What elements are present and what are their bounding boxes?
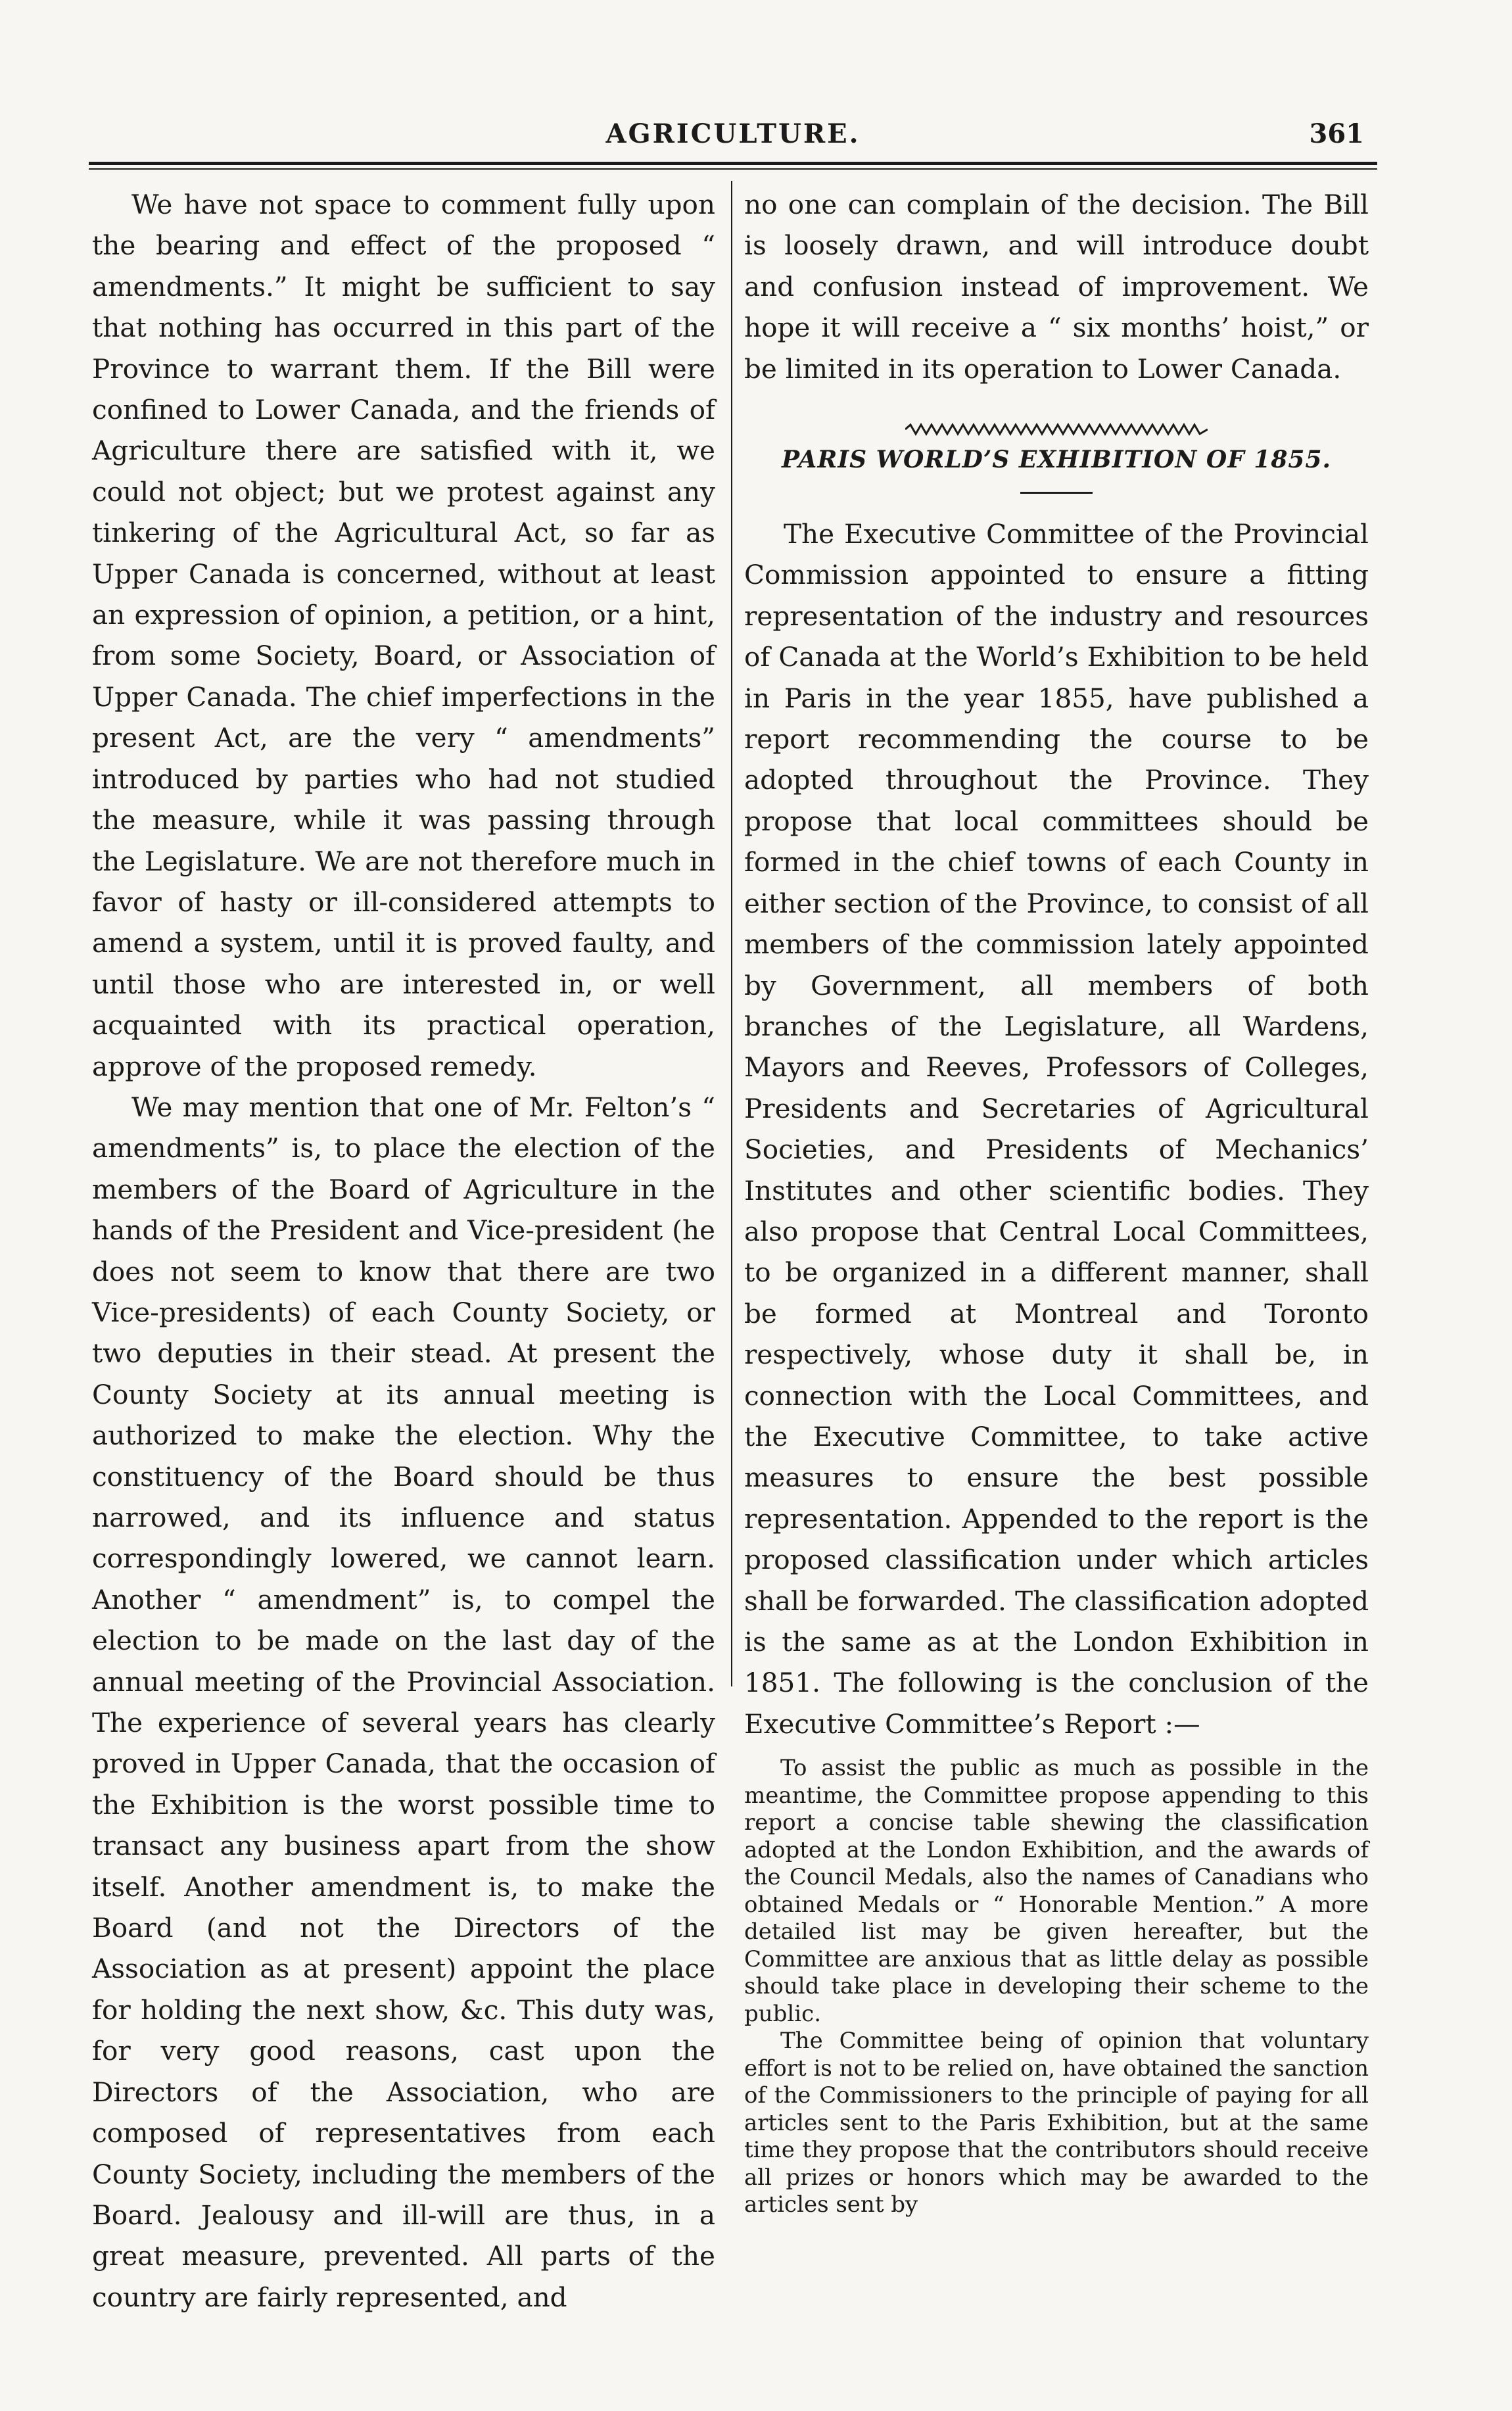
running-header (89, 118, 1377, 158)
paragraph-felton-amendments: We may mention that one of Mr. Felton’s “ amendments” is, to place the election of the members of the Board of Agriculture in the hands of the President and Vice-president (he does not seem to know that there are two Vice-presidents) of each County Society, or two deputies in their stead. At present the County Society at its annual meeting is authorized to make the election. Why the constituency of the Board should be thus narrowed, and its influence and status correspondingly lowered, we cannot learn. Another “ amendment” is, to compel the election to be made on the last day of the annual meeting of the Provincial Association. The experience of several years has clearly proved in Upper Canada, that the occasion of the Exhibition is the worst possible time to transact any business apart from the show itself. Another amendment is, to make the Board (and not the Directors of the Association as at present) appoint the place for holding the next show, &c. This duty was, for very good reasons, cast upon the Directors of the Association, who are composed of representatives from each County Society, including the members of the Board. Jealousy and ill-will are thus, in a great measure, prevented. All parts of the country are fairly represented, and (92, 1091, 715, 2313)
header-rule (89, 162, 1377, 165)
right-column (744, 184, 1369, 2219)
left-column (92, 184, 715, 2318)
section-title: PARIS WORLD’S EXHIBITION OF 1855. (781, 446, 1332, 474)
paragraph-executive-committee: The Executive Committee of the Provincial Commission appointed to ensure a fitting representation of the industry and resources of Canada at the World’s Exhibition to be held in Paris in the year 1855, have published a report recommending the course to be adopted throughout the Province. They propose that local committees should be formed in the chief towns of each County in either section of the Province, to consist of all members of the commission lately appointed by Government, all members of both branches of the Legislature, all Wardens, Mayors and Reeves, Professors of Colleges, Presidents and Secretaries of Agricultural Societies, and Presidents of Mechanics’ Institutes and other scientific bodies. They also propose that Central Local Committees, to be organized in a different manner, shall be formed at Montreal and Toronto respectively, whose duty it shall be, in connection with the Local Committees, and the Executive Committee, to take active measures to ensure the best possible representation. Appended to the report is the proposed classification under which articles shall be forwarded. The classification adopted is the same as at the London Exhibition in 1851. The following is the conclusion of the Executive Committee’s Report :— (744, 518, 1369, 1740)
paragraph-continuation: no one can complain of the decision. The Bill is loosely drawn, and will introduce doubt and confusion instead of improvement. We hope it will receive a “ six months’ hoist,” or be limited in its operation to Lower Canada. (744, 189, 1369, 385)
quoted-paragraph-assist-public: To assist the public as much as possible in the meantime, the Committee propose appending to this report a concise table shewing the classification adopted at the London Exhibition, and the awards of the Council Medals, also the names of Canadians who obtained Medals or “ Honorable Mention.” A more detailed list may be given hereafter, but the Committee are anxious that as little delay as possible should take place in developing their scheme to the public. (744, 1755, 1369, 2027)
ornamental-divider (905, 422, 1208, 437)
running-title: AGRICULTURE. (605, 118, 861, 149)
page-number: 361 (1309, 118, 1364, 149)
quoted-paragraph-voluntary-effort: The Committee being of opinion that voluntary effort is not to be relied on, have obtained the sanction of the Commissioners to the principle of paying for all articles sent to the Paris Exhibition, but at the same time they propose that the contributors should receive all prizes or honors which may be awarded to the articles sent by (744, 2028, 1369, 2218)
paragraph-amendments-comment: We have not space to comment fully upon the bearing and effect of the proposed “ amendments.” It might be sufficient to say that nothing has occurred in this part of the Province to warrant them. If the Bill were confined to Lower Canada, and the friends of Agriculture there are satisfied with it, we could not object; but we protest against any tinkering of the Agricultural Act, so far as Upper Canada is concerned, without at least an expression of opinion, a petition, or a hint, from some Society, Board, or Association of Upper Canada. The chief imperfections in the present Act, are the very “ amendments” introduced by parties who had not studied the measure, while it was passing through the Legislature. We are not therefore much in favor of hasty or ill-considered attempts to amend a system, until it is proved faulty, and until those who are interested in, or well acquainted with its practical operation, approve of the proposed remedy. (92, 189, 715, 1082)
column-divider (731, 181, 732, 1686)
header-rule-thin (89, 168, 1377, 170)
section-title-rule (1020, 492, 1093, 494)
